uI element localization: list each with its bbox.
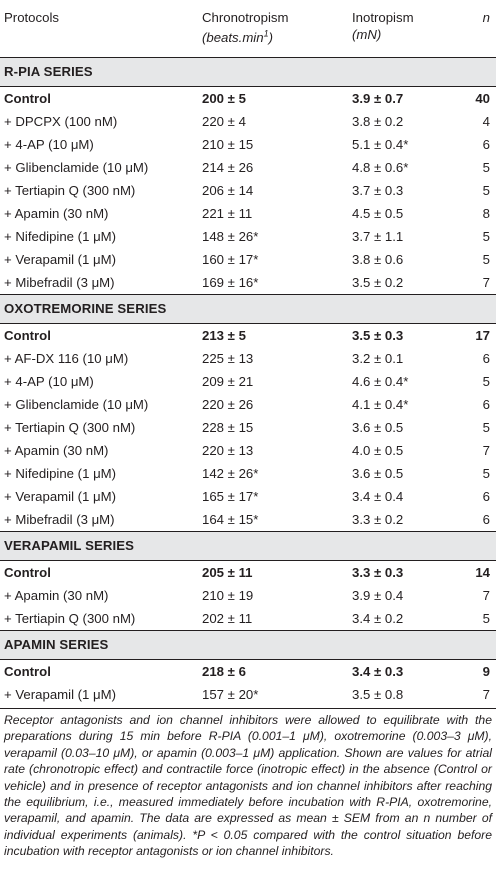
cell-chronotropism: 206 ± 14 xyxy=(202,182,254,198)
table-row xyxy=(0,225,496,248)
cell-n: 9 xyxy=(482,663,490,679)
table-row xyxy=(0,607,496,631)
table-row xyxy=(0,560,496,584)
cell-protocol: + Tertiapin Q (300 nM) xyxy=(4,419,136,435)
cell-protocol: + Verapamil (1 μM) xyxy=(4,686,117,702)
cell-chronotropism: 148 ± 26* xyxy=(202,228,259,244)
table-row xyxy=(0,179,496,202)
cell-chronotropism: 142 ± 26* xyxy=(202,465,259,481)
section-header xyxy=(0,630,496,659)
section-title: VERAPAMIL SERIES xyxy=(0,531,496,560)
cell-n: 5 xyxy=(482,182,490,198)
cell-protocol: + Mibefradil (3 μM) xyxy=(4,274,115,290)
cell-n: 6 xyxy=(482,396,490,412)
cell-chronotropism: 210 ± 15 xyxy=(202,136,254,152)
table-row xyxy=(0,271,496,295)
section-header xyxy=(0,57,496,86)
cell-chronotropism: 225 ± 13 xyxy=(202,350,254,366)
section-title: R-PIA SERIES xyxy=(0,57,496,86)
cell-n: 7 xyxy=(482,442,490,458)
cell-protocol: + Verapamil (1 μM) xyxy=(4,488,117,504)
cell-chronotropism: 210 ± 19 xyxy=(202,587,254,603)
section-title: OXOTREMORINE SERIES xyxy=(0,294,496,323)
table-row xyxy=(0,370,496,393)
cell-n: 40 xyxy=(475,90,490,106)
table-row xyxy=(0,462,496,485)
cell-inotropism: 3.8 ± 0.2 xyxy=(352,113,404,129)
cell-inotropism: 3.4 ± 0.3 xyxy=(352,663,404,679)
cell-inotropism: 3.3 ± 0.3 xyxy=(352,564,404,580)
cell-inotropism: 3.7 ± 0.3 xyxy=(352,182,404,198)
cell-n: 5 xyxy=(482,251,490,267)
table-row xyxy=(0,133,496,156)
table-row xyxy=(0,659,496,683)
table-row xyxy=(0,508,496,532)
cell-protocol: + AF-DX 116 (10 μM) xyxy=(4,350,129,366)
cell-chronotropism: 169 ± 16* xyxy=(202,274,259,290)
cell-chronotropism: 160 ± 17* xyxy=(202,251,259,267)
cell-chronotropism: 200 ± 5 xyxy=(202,90,246,106)
cell-n: 6 xyxy=(482,511,490,527)
cell-n: 5 xyxy=(482,610,490,626)
cell-inotropism: 4.8 ± 0.6* xyxy=(352,159,409,175)
table-row xyxy=(0,156,496,179)
chrono-unit-close: ) xyxy=(268,30,273,46)
cell-protocol: + Verapamil (1 μM) xyxy=(4,251,117,267)
table-row xyxy=(0,248,496,271)
cell-chronotropism: 221 ± 11 xyxy=(202,205,253,221)
cell-inotropism: 4.5 ± 0.5 xyxy=(352,205,404,221)
cell-chronotropism: 228 ± 15 xyxy=(202,419,254,435)
cell-protocol: + Glibenclamide (10 μM) xyxy=(4,396,149,412)
cell-protocol: + Tertiapin Q (300 nM) xyxy=(4,610,136,626)
header-chronotropism-title: Chronotropism xyxy=(202,10,289,25)
cell-n: 7 xyxy=(482,686,490,702)
header-inotropism-unit: (mN) xyxy=(352,27,382,42)
cell-n: 6 xyxy=(482,488,490,504)
table-row xyxy=(0,485,496,508)
cell-inotropism: 3.5 ± 0.2 xyxy=(352,274,404,290)
header-chronotropism xyxy=(202,0,352,57)
header-protocols: Protocols xyxy=(4,10,59,25)
cell-n: 4 xyxy=(482,113,490,129)
cell-n: 8 xyxy=(482,205,490,221)
header-chronotropism-unit xyxy=(202,30,273,45)
cell-chronotropism: 209 ± 21 xyxy=(202,373,254,389)
cell-inotropism: 3.6 ± 0.5 xyxy=(352,419,404,435)
cell-inotropism: 3.2 ± 0.1 xyxy=(352,350,404,366)
header-inotropism-title: Inotropism xyxy=(352,10,414,25)
cell-chronotropism: 165 ± 17* xyxy=(202,488,259,504)
cell-inotropism: 3.7 ± 1.1 xyxy=(352,228,404,244)
cell-inotropism: 3.9 ± 0.7 xyxy=(352,90,404,106)
cell-inotropism: 3.3 ± 0.2 xyxy=(352,511,404,527)
cell-chronotropism: 213 ± 5 xyxy=(202,327,246,343)
cell-chronotropism: 214 ± 26 xyxy=(202,159,254,175)
table-row xyxy=(0,323,496,347)
cell-inotropism: 4.1 ± 0.4* xyxy=(352,396,409,412)
table-row xyxy=(0,439,496,462)
table-body xyxy=(0,57,496,708)
cell-protocol: + Glibenclamide (10 μM) xyxy=(4,159,149,175)
cell-n: 14 xyxy=(475,564,490,580)
cell-n: 5 xyxy=(482,373,490,389)
cell-inotropism: 3.6 ± 0.5 xyxy=(352,465,404,481)
cell-n: 17 xyxy=(475,327,490,343)
chrono-unit-sup: 1 xyxy=(263,29,269,39)
cell-n: 6 xyxy=(482,136,490,152)
cell-protocol: + 4-AP (10 μM) xyxy=(4,136,94,152)
cell-n: 7 xyxy=(482,274,490,290)
table-row xyxy=(0,584,496,607)
cell-chronotropism: 205 ± 11 xyxy=(202,564,253,580)
bottom-rule-cell xyxy=(0,706,496,709)
header-inotropism xyxy=(352,0,467,57)
cell-protocol: Control xyxy=(4,90,51,106)
cell-inotropism: 3.9 ± 0.4 xyxy=(352,587,404,603)
cell-chronotropism: 220 ± 13 xyxy=(202,442,254,458)
cell-inotropism: 3.5 ± 0.3 xyxy=(352,327,404,343)
cell-n: 7 xyxy=(482,587,490,603)
header-n: n xyxy=(482,10,490,25)
table-row xyxy=(0,110,496,133)
cell-n: 5 xyxy=(482,419,490,435)
cell-chronotropism: 218 ± 6 xyxy=(202,663,246,679)
section-title: APAMIN SERIES xyxy=(0,630,496,659)
cell-inotropism: 3.4 ± 0.4 xyxy=(352,488,404,504)
table-header-row xyxy=(0,0,496,57)
table-row xyxy=(0,347,496,370)
cell-inotropism: 3.4 ± 0.2 xyxy=(352,610,404,626)
cell-protocol: + Mibefradil (3 μM) xyxy=(4,511,115,527)
cell-inotropism: 4.6 ± 0.4* xyxy=(352,373,409,389)
cell-chronotropism: 157 ± 20* xyxy=(202,686,259,702)
cell-protocol: + Apamin (30 nM) xyxy=(4,442,109,458)
cell-chronotropism: 164 ± 15* xyxy=(202,511,259,527)
table-row xyxy=(0,202,496,225)
cell-inotropism: 3.5 ± 0.8 xyxy=(352,686,404,702)
cell-n: 5 xyxy=(482,228,490,244)
cell-protocol: + Apamin (30 nM) xyxy=(4,205,109,221)
section-header xyxy=(0,531,496,560)
table-row xyxy=(0,683,496,706)
table-row xyxy=(0,416,496,439)
cell-n: 5 xyxy=(482,159,490,175)
cell-chronotropism: 202 ± 11 xyxy=(202,610,253,626)
cell-protocol: Control xyxy=(4,564,51,580)
cell-n: 5 xyxy=(482,465,490,481)
cell-protocol: + Nifedipine (1 μM) xyxy=(4,465,117,481)
cell-n: 6 xyxy=(482,350,490,366)
cell-protocol: + Apamin (30 nM) xyxy=(4,587,109,603)
table-row xyxy=(0,393,496,416)
chrono-unit-text: (beats.min xyxy=(202,30,264,46)
table-bottom-rule xyxy=(0,706,496,709)
table-row xyxy=(0,86,496,110)
cell-protocol: + 4-AP (10 μM) xyxy=(4,373,94,389)
cell-chronotropism: 220 ± 4 xyxy=(202,113,246,129)
cell-protocol: Control xyxy=(4,663,51,679)
cell-protocol: + DPCPX (100 nM) xyxy=(4,113,118,129)
section-header xyxy=(0,294,496,323)
cell-protocol: + Nifedipine (1 μM) xyxy=(4,228,117,244)
cell-inotropism: 5.1 ± 0.4* xyxy=(352,136,409,152)
cell-protocol: Control xyxy=(4,327,51,343)
cell-inotropism: 4.0 ± 0.5 xyxy=(352,442,404,458)
table-footnote: Receptor antagonists and ion channel inhibitors were allowed to equilibrate with the preparations during 15 min before R-PIA (0.001–1 μM), oxotremorine (0.003–3 μM), verapamil (0.03–10 μM), or apamin (0.003–1 μM) application. Shown are values for atrial rate (chronotropic effect) and contractile force (inotropic effect) in the absence (Control or vehicle) and in presence of receptor antagonists and ion channel inhibitors after reaching the equilibrium, i.e., measured immediately before incubation with R-PIA, oxotremorine, verapamil, and apamin. The data are expressed as mean ± SEM from an n number of individual experiments (animals). *P < 0.05 compared with the control situation before incubation with receptor antagonists or ion channel inhibitors. xyxy=(4,713,492,859)
cell-protocol: + Tertiapin Q (300 nM) xyxy=(4,182,136,198)
cell-inotropism: 3.8 ± 0.6 xyxy=(352,251,404,267)
cell-chronotropism: 220 ± 26 xyxy=(202,396,254,412)
